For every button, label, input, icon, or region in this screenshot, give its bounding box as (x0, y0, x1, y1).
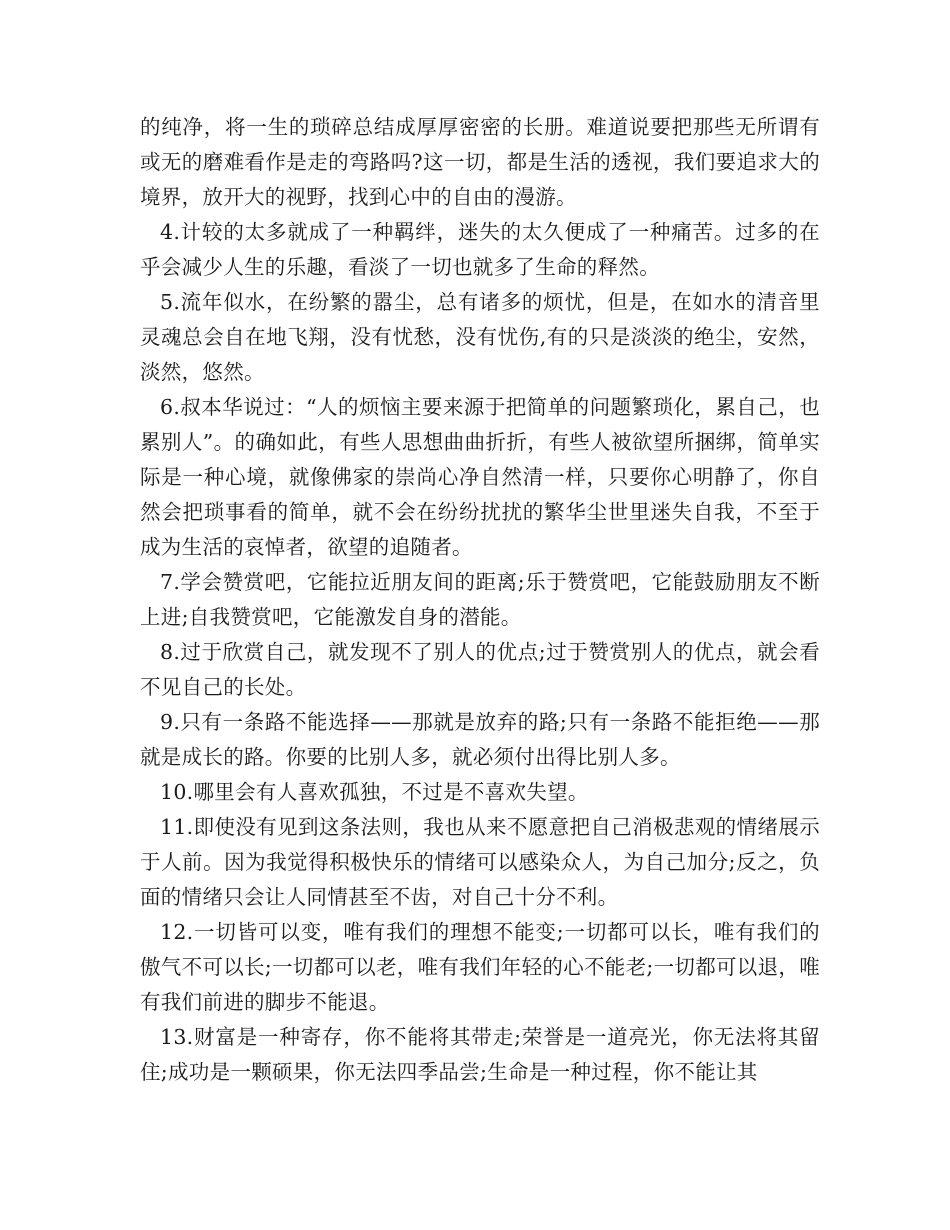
paragraph-item-13: 13.财富是一种寄存，你不能将其带走;荣誉是一道亮光，你无法将其留住;成功是一颗硕果，你无法四季品尝;生命是一种过程，你不能让其 (140, 1025, 820, 1084)
paragraph-item-8: 8.过于欣赏自己，就发现不了别人的优点;过于赞赏别人的优点，就会看不见自己的长处。 (140, 640, 820, 699)
paragraph-item-4: 4.计较的太多就成了一种羁绊，迷失的太久便成了一种痛苦。过多的在乎会减少人生的乐趣，看淡了一切也就多了生命的释然。 (140, 220, 820, 279)
paragraph-item-5: 5.流年似水，在纷繁的嚣尘，总有诸多的烦忧，但是，在如水的清音里灵魂总会自在地飞翔，没有忧愁，没有忧伤,有的只是淡淡的绝尘，安然，淡然，悠然。 (140, 290, 820, 384)
body-text (140, 110, 820, 1090)
paragraph-item-10: 10.哪里会有人喜欢孤独，不过是不喜欢失望。 (160, 780, 589, 804)
paragraph-item-6: 6.叔本华说过：“人的烦恼主要来源于把简单的问题繁琐化，累自己，也累别人”。的确如此，有些人思想曲曲折折，有些人被欲望所捆绑，简单实际是一种心境，就像佛家的崇尚心净自然清一样，只要你心明静了，你自然会把琐事看的简单，就不会在纷纷扰扰的繁华尘世里迷失自我，不至于成为生活的哀悼者，欲望的追随者。 (140, 395, 820, 559)
paragraph-item-12: 12.一切皆可以变，唯有我们的理想不能变;一切都可以长，唯有我们的傲气不可以长;一切都可以老，唯有我们年轻的心不能老;一切都可以退，唯有我们前进的脚步不能退。 (140, 920, 821, 1014)
paragraph-item-7: 7.学会赞赏吧，它能拉近朋友间的距离;乐于赞赏吧，它能鼓励朋友不断上进;自我赞赏吧，它能激发自身的潜能。 (140, 570, 820, 629)
paragraph-item-11: 11.即使没有见到这条法则，我也从来不愿意把自己消极悲观的情绪展示于人前。因为我觉得积极快乐的情绪可以感染众人，为自己加分;反之，负面的情绪只会让人同情甚至不齿，对自己十分不利。 (140, 815, 820, 909)
paragraph-item-9: 9.只有一条路不能选择——那就是放弃的路;只有一条路不能拒绝——那就是成长的路。你要的比别人多，就必须付出得比别人多。 (140, 710, 820, 769)
paragraph-continuation: 的纯净，将一生的琐碎总结成厚厚密密的长册。难道说要把那些无所谓有或无的磨难看作是走的弯路吗?这一切，都是生活的透视，我们要追求大的境界，放开大的视野，找到心中的自由的漫游。 (140, 115, 820, 209)
